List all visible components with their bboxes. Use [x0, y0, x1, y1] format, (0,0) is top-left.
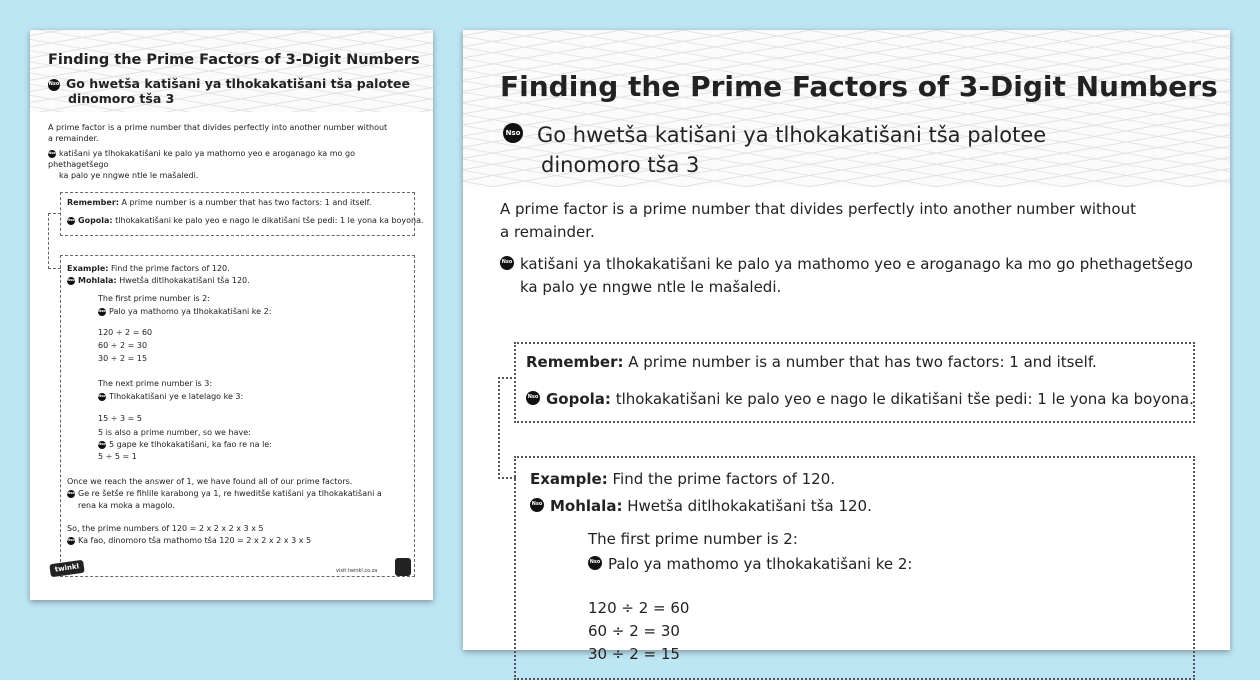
language-badge-icon: Nso: [67, 277, 75, 285]
publisher-stamp-icon: [395, 558, 411, 576]
worksheet-zoomed[interactable]: [463, 30, 1230, 663]
language-badge-icon: Nso: [530, 498, 544, 512]
language-badge-icon: Nso: [98, 308, 106, 316]
thumb-example-box: Example: Find the prime factors of 120. Nso Mohlala: Hwetša ditlhokakatišani tša 120. The first prime number is 2: Nso Palo ya mathomo ya tlhokakatišani ke 2: 120 ÷ 2 = 60 60 ÷ 2 = 30 30 ÷ 2 = 15 The next prime number is 3: Nso Tlhokakatišani ye e latelago ke 3: 15 ÷ 3 = 5 5 is also a prime number, so we have: Nso 5 gape ke tlhokakatišani, ka fao re na le: 5 ÷ 5 = 1 Once we reach the answer of 1, we have found all of our prime factors. Nso Ge re šetše re fihlile karabong ya 1, re hweditše katišani ya tlhokakatišani a rena ka moka a magolo. So, the prime numbers of 120 = 2 x 2 x 2 x 3 x 5 Nso Ka fao, dinomoro tša mathomo tša 120 = 2 x 2 x 2 x 3 x 5: [60, 255, 415, 577]
language-badge-icon: Nso: [67, 490, 75, 498]
language-badge-icon: Nso: [48, 150, 56, 158]
zoom-intro-en: A prime factor is a prime number that divides perfectly into another number without a remainder.: [500, 200, 1136, 241]
thumb-title: Finding the Prime Factors of 3-Digit Numbers: [48, 52, 420, 68]
thumb-intro-nso: Nso katišani ya tlhokakatišani ke palo ya mathomo yeo e aroganago ka mo go phethagetšego ka palo ye nngwe ntle le mašaledi.: [48, 149, 355, 180]
zoom-example-box: Example: Find the prime factors of 120. Nso Mohlala: Hwetša ditlhokakatišani tša 120. The first prime number is 2: Nso Palo ya mathomo ya tlhokakatišani ke 2: 120 ÷ 2 = 60 60 ÷ 2 = 30 30 ÷ 2 = 15: [514, 456, 1195, 680]
language-badge-icon: Nso: [588, 556, 602, 570]
thumb-remember-box: Remember: A prime number is a number that has two factors: 1 and itself. Nso Gopola: tlhokakatišani ke palo yeo e nago le dikatišani tše pedi: 1 le yona ka boyona.: [60, 192, 415, 236]
language-badge-icon: Nso: [526, 391, 540, 405]
twinkl-logo: twinkl: [49, 560, 84, 578]
language-badge-icon: Nso: [500, 256, 514, 270]
worksheet-thumbnail[interactable]: [30, 30, 433, 600]
zoom-title: Finding the Prime Factors of 3-Digit Numbers: [500, 70, 1218, 103]
language-badge-icon: Nso: [503, 123, 523, 143]
thumb-subtitle: Nso Go hwetša katišani ya tlhokakatišani tša palotee dinomoro tša 3: [48, 76, 410, 106]
zoom-remember-box: Remember: A prime number is a number that has two factors: 1 and itself. Nso Gopola: tlhokakatišani ke palo yeo e nago le dikatišani tše pedi: 1 le yona ka boyona.: [514, 342, 1195, 423]
zoom-subtitle: Nso Go hwetša katišani ya tlhokakatišani tša palotee dinomoro tša 3: [503, 120, 1203, 180]
language-badge-icon: Nso: [98, 393, 106, 401]
language-badge-icon: Nso: [48, 79, 60, 91]
language-badge-icon: Nso: [67, 537, 75, 545]
zoom-intro-nso: Nso katišani ya tlhokakatišani ke palo ya mathomo yeo e aroganago ka mo go phethagetšego ka palo ye nngwe ntle le mašaledi.: [501, 255, 1193, 296]
thumb-intro-en: A prime factor is a prime number that divides perfectly into another number without a remainder.: [48, 123, 388, 143]
language-badge-icon: Nso: [67, 217, 75, 225]
language-badge-icon: Nso: [98, 441, 106, 449]
footer-url: visit twinkl.co.za: [336, 568, 378, 574]
